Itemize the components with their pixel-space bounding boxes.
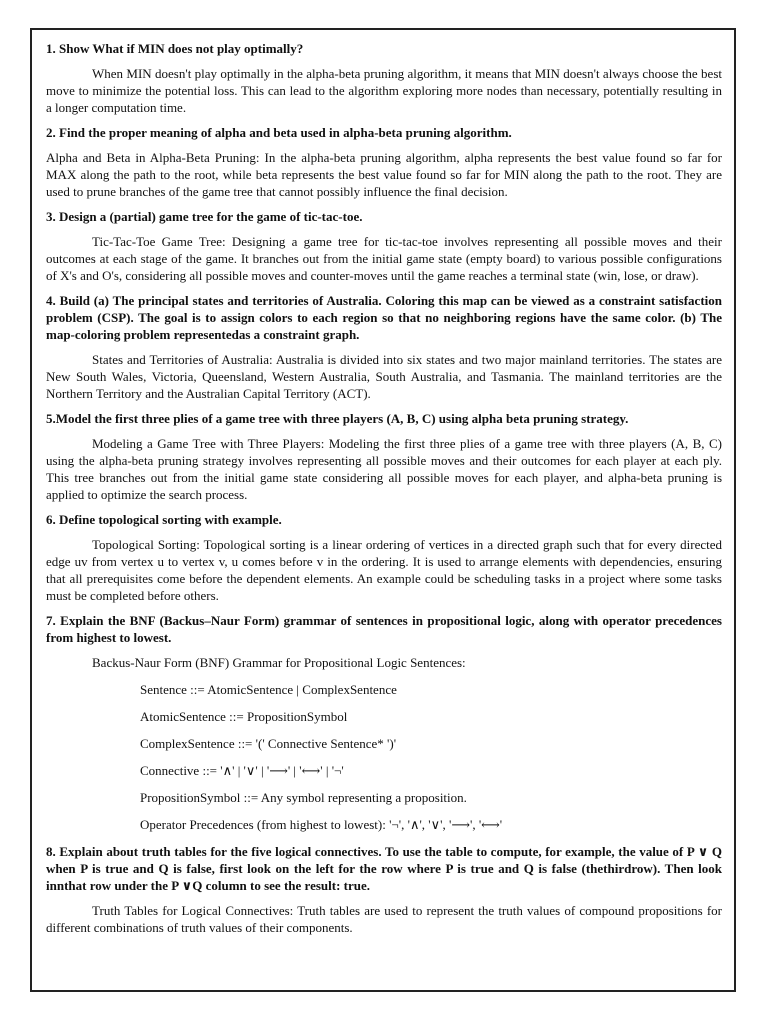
bnf-rule-connective: Connective ::= '∧' | '∨' | '⟶' | '⟷' | '¬' — [140, 763, 344, 778]
question-3: 3. Design a (partial) game tree for the game of tic-tac-toe. — [46, 209, 363, 224]
bnf-rule-complex: ComplexSentence ::= '(' Connective Sentence* ')' — [140, 736, 397, 751]
bnf-rule-sentence: Sentence ::= AtomicSentence | ComplexSentence — [140, 682, 397, 697]
bnf-rule-atomic: AtomicSentence ::= PropositionSymbol — [140, 709, 348, 724]
answer-5: Modeling a Game Tree with Three Players: Modeling the first three plies of a game tree with three players (A, B, C) using the alpha-beta pruning strategy involves representing all possible moves and their outcomes for each player at each ply. This tree branches out from the initial game state considering all possible moves for each player, and alpha-beta pruning is applied to optimize the search process. — [46, 436, 722, 502]
answer-4: States and Territories of Australia: Australia is divided into six states and two major mainland territories. The states are New South Wales, Victoria, Queensland, Western Australia, South Australia, and Tasmania. The mainland territories are the Northern Territory and the Australian Capital Territory (ACT). — [46, 352, 722, 401]
answer-3: Tic-Tac-Toe Game Tree: Designing a game tree for tic-tac-toe involves representing all possible moves and their outcomes at each stage of the game. It branches out from the initial game state (empty board) to various possible configurations of X's and O's, considering all possible moves and counter-moves until the game reaches a terminal state (win, lose, or draw). — [46, 234, 722, 283]
question-7: 7. Explain the BNF (Backus–Naur Form) grammar of sentences in propositional logic, along with operator precedences from highest to lowest. — [46, 613, 722, 645]
question-6: 6. Define topological sorting with example. — [46, 512, 282, 527]
question-4: 4. Build (a) The principal states and territories of Australia. Coloring this map can be viewed as a constraint satisfaction problem (CSP). The goal is to assign colors to each region so that no neighboring regions have the same color. (b) The map-coloring problem representedas a constraint graph. — [46, 293, 722, 342]
answer-7-intro: Backus-Naur Form (BNF) Grammar for Propositional Logic Sentences: — [92, 655, 466, 670]
answer-6: Topological Sorting: Topological sorting is a linear ordering of vertices in a directed graph such that for every directed edge uv from vertex u to vertex v, u comes before v in the ordering. It is used to arrange elements with dependencies, ensuring that all prerequisites come before the dependent elements. An example could be scheduling tasks in a project where some tasks must be completed before others. — [46, 537, 722, 603]
question-2: 2. Find the proper meaning of alpha and beta used in alpha-beta pruning algorithm. — [46, 125, 512, 140]
bnf-rule-proposition-symbol: PropositionSymbol ::= Any symbol representing a proposition. — [140, 790, 467, 805]
bnf-operator-precedence: Operator Precedences (from highest to lowest): '¬', '∧', '∨', '⟶', '⟷' — [140, 817, 503, 832]
document-body — [46, 40, 722, 944]
answer-1: When MIN doesn't play optimally in the alpha-beta pruning algorithm, it means that MIN doesn't always choose the best move to minimize the potential loss. This can lead to the algorithm exploring more nodes than necessary, potentially resulting in a longer computation time. — [46, 66, 722, 115]
answer-8: Truth Tables for Logical Connectives: Truth tables are used to represent the truth values of compound propositions for different combinations of truth values of their components. — [46, 903, 722, 935]
question-8: 8. Explain about truth tables for the five logical connectives. To use the table to compute, for example, the value of P ∨ Q when P is true and Q is false, first look on the left for the row where P is true and Q is false (thethirdrow). Then look innthat row under the P ∨Q column to see the result: true. — [46, 844, 722, 893]
answer-2: Alpha and Beta in Alpha-Beta Pruning: In the alpha-beta pruning algorithm, alpha represents the best value found so far for MAX along the path to the root, while beta represents the best value found so far for MIN along the path to the root. They are used to prune branches of the game tree that cannot possibly influence the final decision. — [46, 150, 722, 199]
question-1: 1. Show What if MIN does not play optimally? — [46, 41, 304, 56]
question-5: 5.Model the first three plies of a game tree with three players (A, B, C) using alpha beta pruning strategy. — [46, 411, 629, 426]
